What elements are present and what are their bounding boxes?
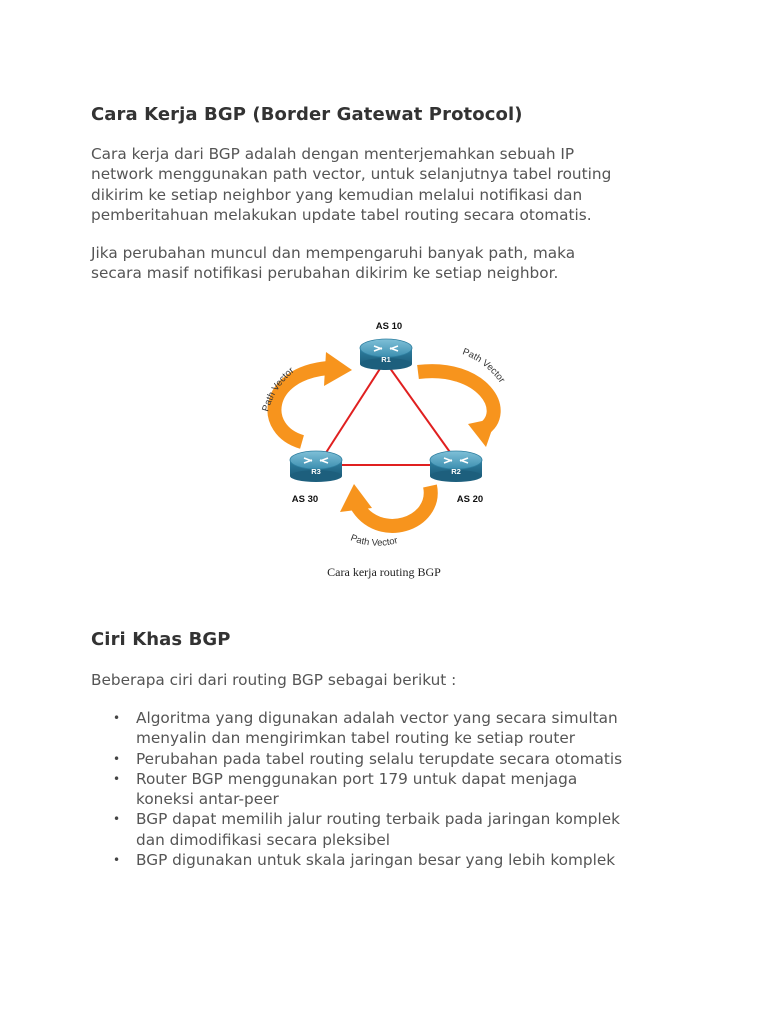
router-label: R2: [451, 467, 461, 476]
diagram-caption: Cara kerja routing BGP: [327, 565, 441, 579]
bullet-icon: •: [113, 812, 121, 827]
paragraph-intro: Beberapa ciri dari routing BGP sebagai berikut :: [91, 671, 457, 689]
router-label: R1: [381, 355, 391, 364]
list-item-line: Router BGP menggunakan port 179 untuk dapat menjaga: [136, 769, 578, 788]
list-item-line: BGP dapat memilih jalur routing terbaik pada jaringan komplek: [136, 810, 621, 829]
paragraph-line: network menggunakan path vector, untuk selanjutnya tabel routing: [91, 165, 612, 184]
router-r2: [430, 451, 482, 482]
bullet-icon: •: [113, 751, 121, 766]
list-item: [91, 708, 691, 749]
feature-list: [91, 708, 691, 870]
router-label: R3: [311, 467, 321, 476]
path-vector-label: Path Vector: [460, 346, 508, 386]
bullet-icon: •: [113, 771, 121, 786]
list-item-line: Perubahan pada tabel routing selalu terupdate secara otomatis: [136, 749, 623, 768]
section-heading-cara-kerja: Cara Kerja BGP (Border Gatewat Protocol): [91, 104, 523, 125]
list-item-line: koneksi antar-peer: [136, 790, 279, 809]
router-r1: [360, 339, 412, 370]
path-vector-label: Path Vector: [348, 532, 399, 549]
list-item: [91, 769, 691, 810]
as-label: AS 20: [456, 494, 484, 505]
paragraph-line: Jika perubahan muncul dan mempengaruhi banyak path, maka: [91, 244, 576, 262]
as-label: AS 30: [291, 494, 319, 505]
list-item: [91, 850, 691, 870]
list-item-line: dan dimodifikasi secara pleksibel: [136, 830, 391, 849]
bgp-diagram: [250, 312, 520, 557]
paragraph-line: pemberitahuan melakukan update tabel routing secara otomatis.: [91, 205, 592, 224]
paragraph-cara-kerja: [91, 144, 691, 225]
router-r3: [290, 451, 342, 482]
paragraph-line: secara masif notifikasi perubahan dikirim ke setiap neighbor.: [91, 264, 559, 283]
list-item-line: menyalin dan mengirimkan tabel routing ke setiap router: [136, 729, 576, 748]
list-item-line: Algoritma yang digunakan adalah vector yang secara simultan: [136, 709, 618, 727]
paragraph-perubahan: [91, 243, 691, 284]
as-label: AS 10: [375, 321, 403, 332]
list-item: [91, 809, 691, 850]
bullet-icon: •: [113, 711, 121, 725]
bullet-icon: •: [113, 853, 121, 868]
list-item: [91, 749, 691, 769]
list-item-line: BGP digunakan untuk skala jaringan besar yang lebih komplek: [136, 851, 616, 870]
arrow-bottom-path-vector: [340, 484, 431, 526]
paragraph-line: Cara kerja dari BGP adalah dengan menterjemahkan sebuah IP: [91, 145, 575, 163]
bgp-diagram-svg: [250, 312, 520, 557]
arrow-right-path-vector: [418, 371, 496, 447]
path-vector-label: Path Vector: [260, 365, 297, 413]
section-heading-ciri-khas: Ciri Khas BGP: [91, 629, 231, 650]
paragraph-line: dikirim ke setiap neighbor yang kemudian melalui notifikasi dan: [91, 185, 583, 204]
